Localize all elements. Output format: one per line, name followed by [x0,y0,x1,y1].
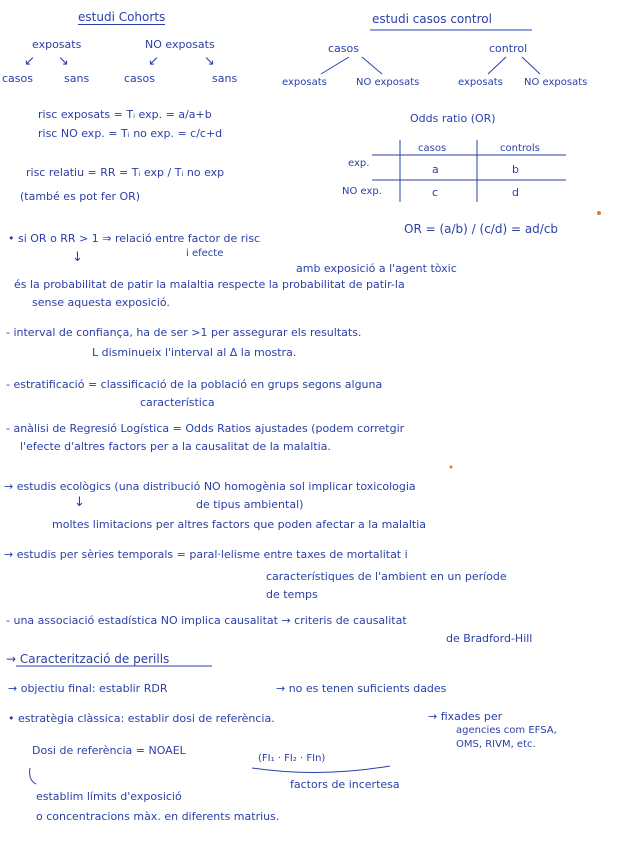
odds-ratio-formula: OR = (a/b) / (c/d) = ad/cb [404,222,559,236]
ecological-limitations: moltes limitacions per altres factors que poden afectar a la malaltia [52,518,426,531]
arrow-down-icon: ↓ [74,495,85,510]
case-control-leaf: NO exposats [524,77,588,88]
or-rr-note: • si OR o RR > 1 ⇒ relació entre factor de risc [8,232,261,245]
reference-dose-formula: Dosi de referència = NOAEL [32,744,186,757]
odds-col-header: controls [500,143,540,154]
association-note: - una associació estadística NO implica causalitat → criteris de causalitat [6,614,407,627]
risk-exposed-formula: risc exposats = Tᵢ exp. = a/a+b [38,108,212,121]
ecological-sub: de tipus ambiental) [196,498,304,511]
agencies-note: agencies com EFSA, [456,725,557,736]
also-or-note: (també es pot fer OR) [20,190,141,203]
uncertainty-factors: factors de incertesa [290,778,400,791]
regression-note: - anàlisi de Regresió Logística = Odds Ratios ajustades (podem corretgir [6,422,405,435]
probability-line: és la probabilitat de patir la malaltia respecte la probabilitat de patir-la [14,278,405,291]
exposure-limits: o concentracions màx. en diferents matrius. [36,810,280,823]
exposure-note: amb exposició a l'agent tòxic [296,262,457,275]
arrow-down-left-icon: ↙ [24,54,35,69]
regression-sub: l'efecte d'altres factors per a la causalitat de la malaltia. [20,440,331,453]
arrow-down-icon: ↓ [72,250,83,265]
odds-row-header: exp. [348,158,370,169]
case-control-leaf: exposats [282,77,327,88]
cohort-exposed: exposats [32,38,82,51]
odds-cell: a [432,163,439,176]
bradford-hill: de Bradford-Hill [446,632,533,645]
final-objective: → objectiu final: establir RDR [8,682,168,695]
cohort-not-exposed: NO exposats [145,38,215,51]
arrow-down-right-icon: ↘ [204,54,215,69]
case-control-control: control [489,42,528,55]
confidence-interval-sub: L disminueix l'interval al Δ la mostra. [92,346,297,359]
odds-col-header: casos [418,143,447,154]
probability-line: sense aquesta exposició. [32,296,170,309]
time-series-sub: de temps [266,588,318,601]
cohort-leaf: casos [124,72,155,85]
or-rr-effect: i efecte [186,248,224,259]
agencies-note: OMS, RIVM, etc. [456,739,536,750]
classic-strategy: • estratègia clàssica: establir dosi de referència. [8,712,275,725]
relative-risk-formula: risc relatiu = RR = Tᵢ exp / Tᵢ no exp [26,166,225,179]
agencies-note: → fixades per [428,710,503,723]
cohort-leaf: sans [212,72,238,85]
odds-cell: b [512,163,519,176]
cohort-title: estudi Cohorts [78,10,166,24]
reference-dose-denominator: (FI₁ · FI₂ · FIn) [258,753,326,764]
stratification-note: - estratificació = classificació de la població en grups segons alguna [6,378,383,391]
cohort-leaf: sans [64,72,90,85]
exposure-limits: establim límits d'exposició [36,790,182,803]
ecological-studies-note: → estudis ecològics (una distribució NO homogènia sol implicar toxicologia [4,480,416,493]
cohort-leaf: casos [2,72,33,85]
stratification-sub: característica [140,396,215,409]
confidence-interval-note: - interval de confiança, ha de ser >1 per assegurar els resultats. [6,326,362,339]
insufficient-data-note: → no es tenen suficients dades [276,682,447,695]
arrow-down-left-icon: ↙ [148,54,159,69]
case-control-leaf: exposats [458,77,503,88]
hazard-characterization-heading: → Caracterització de perills [6,652,170,666]
odds-row-header: NO exp. [342,186,382,197]
odds-cell: d [512,186,519,199]
time-series-sub: característiques de l'ambient en un període [266,570,507,583]
time-series-note: → estudis per sèries temporals = paral·lelisme entre taxes de mortalitat i [4,548,408,561]
arrow-down-right-icon: ↘ [58,54,69,69]
case-control-leaf: NO exposats [356,77,420,88]
case-control-title: estudi casos control [372,12,492,26]
risk-not-exposed-formula: risc NO exp. = Tᵢ no exp. = c/c+d [38,127,223,140]
odds-ratio-title: Odds ratio (OR) [410,112,496,125]
case-control-cases: casos [328,42,359,55]
odds-cell: c [432,186,439,199]
